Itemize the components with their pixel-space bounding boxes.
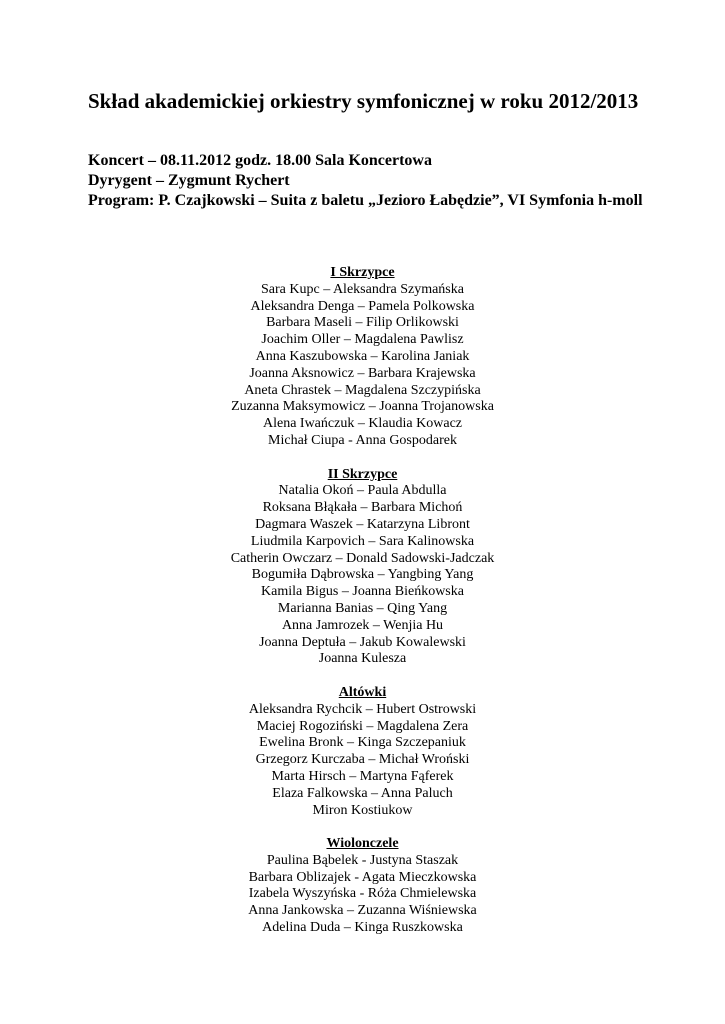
member-line: Alena Iwańczuk – Klaudia Kowacz [262,416,463,432]
member-line: Joanna Deptuła – Jakub Kowalewski [259,634,466,650]
member-line: Aleksandra Denga – Pamela Polkowska [250,298,475,314]
member-line: Anna Kaszubowska – Karolina Janiak [255,348,470,364]
member-line: Anna Jankowska – Zuzanna Wiśniewska [248,903,477,919]
member-line: Barbara Maseli – Filip Orlikowski [266,315,459,331]
member-line: Natalia Okoń – Paula Abdulla [278,483,447,499]
member-line: Anna Jamrozek – Wenjia Hu [281,617,444,633]
member-line: Kamila Bigus – Joanna Bieńkowska [261,584,464,600]
member-line: Catherin Owczarz – Donald Sadowski-Jadczak [230,550,495,566]
member-line: Izabela Wyszyńska - Róża Chmielewska [248,886,477,902]
section-wiolonczele [0,836,725,937]
member-line: Adelina Duda – Kinga Ruszkowska [262,920,463,936]
member-line: Bogumiła Dąbrowska – Yangbing Yang [251,567,474,583]
concert-info [88,151,668,211]
section-altówki [0,685,725,819]
member-line: Grzegorz Kurczaba – Michał Wroński [255,752,470,768]
member-line: Ewelina Bronk – Kinga Szczepaniuk [259,735,466,751]
member-line: Miron Kostiukow [312,802,413,818]
member-line: Aneta Chrastek – Magdalena Szczypińska [244,382,481,398]
member-line: Dagmara Waszek – Katarzyna Libront [255,516,470,532]
member-line: Barbara Oblizajek - Agata Mieczkowska [248,869,477,885]
member-line: Marta Hirsch – Martyna Fąferek [271,768,454,784]
member-line: Joachim Oller – Magdalena Pawlisz [261,332,464,348]
member-line: Elaza Falkowska – Anna Paluch [272,785,453,801]
orchestra-sections [0,265,725,954]
conductor-line: Dyrygent – Zygmunt Rychert [88,172,290,189]
member-line: Roksana Błąkała – Barbara Michoń [262,500,463,516]
member-line: Liudmila Karpovich – Sara Kalinowska [250,533,475,549]
section-title: II Skrzypce [327,466,398,482]
member-line: Aleksandra Rychcik – Hubert Ostrowski [248,701,477,717]
member-line: Michał Ciupa - Anna Gospodarek [268,432,457,448]
program-line: Program: P. Czajkowski – Suita z baletu „Jezioro Łabędzie”, VI Symfonia h-moll [88,192,643,209]
section-title: Wiolonczele [326,836,399,852]
section-ii-skrzypce [0,467,725,669]
member-line: Marianna Banias – Qing Yang [277,600,448,616]
document-title: Skład akademickiej orkiestry symfonicznej w roku 2012/2013 [88,89,639,113]
concert-line: Koncert – 08.11.2012 godz. 18.00 Sala Koncertowa [88,152,432,169]
member-line: Maciej Rogoziński – Magdalena Zera [256,718,469,734]
section-title: I Skrzypce [330,265,395,280]
member-line: Joanna Aksnowicz – Barbara Krajewska [249,365,476,381]
member-line: Zuzanna Maksymowicz – Joanna Trojanowska [231,399,494,415]
member-line: Paulina Bąbelek - Justyna Staszak [266,852,459,868]
section-i-skrzypce [0,265,725,450]
member-line: Sara Kupc – Aleksandra Szymańska [261,281,464,297]
section-title: Altówki [338,684,387,700]
member-line: Joanna Kulesza [318,651,407,667]
